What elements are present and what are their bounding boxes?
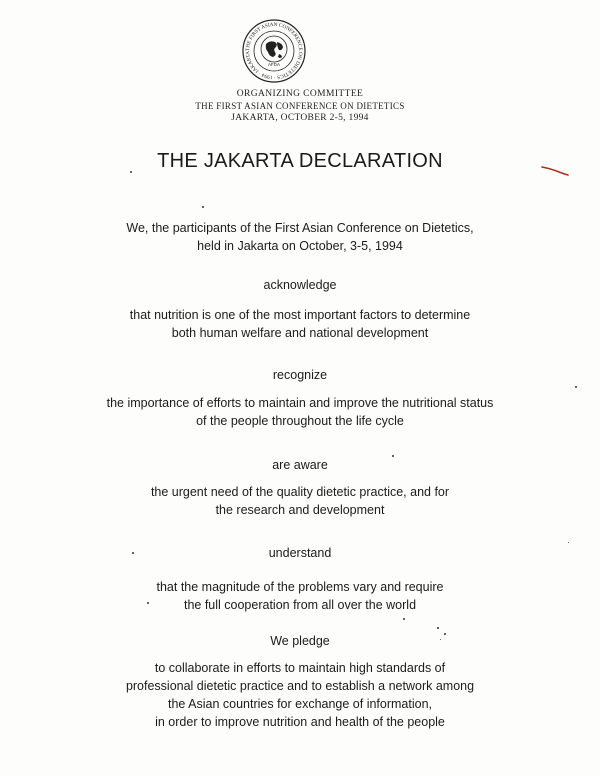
section-verb-are-aware: are aware: [272, 458, 328, 472]
scan-speck: [132, 552, 134, 554]
section-line: to collaborate in efforts to maintain high standards of: [154, 661, 446, 675]
section-line: of the people throughout the life cycle: [196, 414, 404, 428]
header-line-1: ORGANIZING COMMITTEE: [236, 89, 364, 99]
scan-speck: [392, 455, 394, 457]
scan-speck: [575, 386, 577, 388]
scan-speck: [568, 542, 569, 543]
section-line: professional dietetic practice and to establish a network among: [125, 679, 475, 693]
section-body-recognize: [0, 394, 600, 430]
seal-center-text: AFDA: [267, 62, 281, 67]
section-line: in order to improve nutrition and health of the people: [155, 715, 445, 729]
section-line: the urgent need of the quality dietetic practice, and for: [150, 485, 450, 499]
section-body-acknowledge: [0, 306, 600, 342]
scan-speck: [444, 633, 446, 635]
section-line: the importance of efforts to maintain and improve the nutritional status: [106, 396, 494, 410]
section-verb-understand: understand: [268, 546, 332, 560]
section-line: both human welfare and national development: [171, 326, 429, 340]
preamble-line: held in Jakarta on October, 3-5, 1994: [197, 239, 403, 253]
scan-speck: [147, 602, 149, 604]
red-pen-mark: [541, 164, 569, 176]
preamble-line: We, the participants of the First Asian Conference on Dietetics,: [126, 221, 474, 235]
globe-icon: [261, 36, 287, 62]
scan-speck: [437, 627, 439, 629]
section-body-understand: [0, 578, 600, 614]
scan-speck: [130, 171, 132, 173]
section-body-we-pledge: [0, 659, 600, 731]
section-line: that nutrition is one of the most important factors to determine: [129, 308, 471, 322]
scan-speck: [403, 618, 405, 620]
section-line: the Asian countries for exchange of information,: [167, 697, 433, 711]
preamble: [0, 219, 600, 255]
section-line: the full cooperation from all over the world: [183, 598, 417, 612]
scan-speck: [202, 206, 204, 208]
header-line-2: THE FIRST ASIAN CONFERENCE ON DIETETICS: [195, 101, 405, 111]
seal-ring-text: THE FIRST ASIAN CONFERENCE ON DIETETICS · 1994 · JAKARTA: [244, 21, 304, 81]
section-line: that the magnitude of the problems vary and require: [156, 580, 444, 594]
section-verb-acknowledge: acknowledge: [263, 278, 337, 292]
section-body-are-aware: [0, 483, 600, 519]
declaration-title: THE JAKARTA DECLARATION: [157, 150, 443, 172]
conference-seal-logo: [241, 18, 307, 84]
organizing-committee-header: [0, 88, 600, 124]
header-line-3: JAKARTA, OCTOBER 2-5, 1994: [231, 113, 369, 123]
scan-speck: [440, 639, 441, 640]
section-line: the research and development: [215, 503, 385, 517]
section-verb-recognize: recognize: [272, 368, 328, 382]
section-verb-we-pledge: We pledge: [270, 634, 330, 648]
